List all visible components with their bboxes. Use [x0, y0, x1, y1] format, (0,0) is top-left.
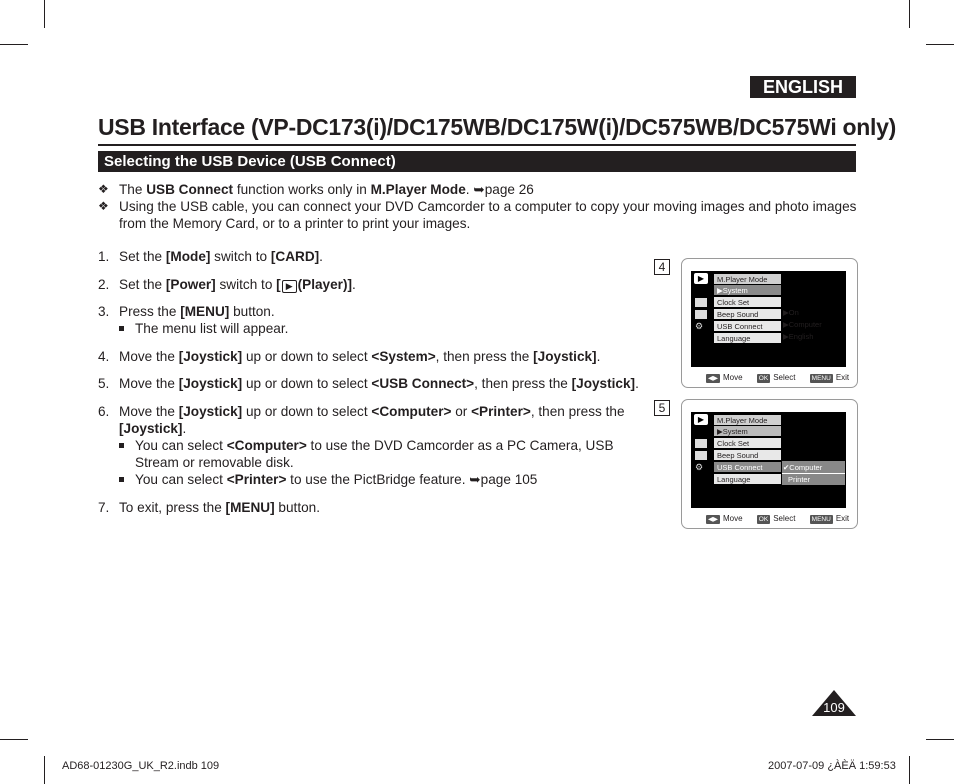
step-1: 1. Set the [Mode] switch to [CARD]. [98, 249, 323, 264]
language-badge: ENGLISH [750, 76, 856, 98]
footer-file: AD68-01230G_UK_R2.indb 109 [62, 760, 220, 772]
step-5: 5. Move the [Joystick] up or down to select <USB Connect>, then press the [Joystick]. [98, 376, 639, 391]
menu-item-language[interactable]: Language [714, 474, 781, 485]
player-mode-icon: ▶ [694, 414, 708, 425]
note-usb-cable: ❖ Using the USB cable, you can connect your DVD Camcorder to a computer to copy your moving images and photo images from the Memory Card, or to a printer to print your images. [98, 199, 857, 231]
crop-mark [926, 44, 954, 45]
step-3-note: The menu list will appear. [119, 320, 619, 337]
crop-mark [0, 739, 28, 740]
note-usb-connect: ❖ The USB Connect function works only in M.Player Mode. ➥page 26 [98, 182, 534, 197]
step-7: 7. To exit, press the [MENU] button. [98, 500, 320, 515]
crop-mark [909, 756, 910, 784]
step-6: 6. Move the [Joystick] up or down to select <Computer> or <Printer>, then press the [Joystick]. You can select <Computer> to use the DVD Camcorder as a PC Camera, USB Stream or removable disk. You can select <Printer> to use the PictBridge feature. ➥page 105 [98, 404, 625, 487]
screen-tag-4: 4 [654, 259, 670, 275]
player-icon: ▶ [282, 280, 297, 293]
option-on: ▶On [783, 308, 799, 317]
option-computer[interactable]: ✔Computer [783, 463, 823, 472]
player-mode-icon: ▶ [694, 273, 708, 284]
menu-item-language[interactable]: Language [714, 333, 781, 344]
menu-header: M.Player Mode [714, 274, 781, 285]
menu-item-clock-set[interactable]: Clock Set [714, 438, 781, 449]
step-3: 3. Press the [MENU] button. The menu list will appear. [98, 303, 643, 337]
menu-item-beep-sound[interactable]: Beep Sound [714, 450, 781, 461]
settings-icon: ⚙ [695, 462, 704, 472]
lcd-display [691, 271, 846, 367]
square-bullet-icon [119, 326, 124, 331]
lcd-screen-5 [681, 399, 858, 529]
camera-icon [695, 439, 707, 448]
square-bullet-icon [119, 477, 124, 482]
crop-mark [909, 0, 910, 28]
page-number: 109 [823, 700, 845, 715]
clapper-icon [695, 451, 707, 460]
ok-icon: OK [758, 516, 769, 523]
crop-mark [44, 756, 45, 784]
page-title: USB Interface (VP-DC173(i)/DC175WB/DC175W(i)/DC575WB/DC575Wi only) [98, 114, 896, 140]
clapper-icon [695, 310, 707, 319]
option-computer: ▶Computer [783, 320, 822, 329]
lcd-display [691, 412, 846, 508]
title-rule [98, 144, 856, 146]
crop-mark [44, 0, 45, 28]
option-panel [782, 461, 845, 485]
diamond-bullet-icon: ❖ [98, 182, 109, 196]
option-english: ▶English [783, 332, 814, 341]
menu-item-usb-connect[interactable]: USB Connect [714, 321, 781, 332]
crop-mark [0, 44, 28, 45]
menu-key-icon: MENU [811, 375, 831, 382]
menu-item-system[interactable]: ▶System [714, 426, 781, 437]
page-ref-arrow-icon: ➥ [473, 182, 485, 197]
camera-icon [695, 298, 707, 307]
step-2: 2. Set the [Power] switch to [ ▶ (Player)]. [98, 277, 356, 292]
menu-item-beep-sound[interactable]: Beep Sound [714, 309, 781, 320]
section-heading: Selecting the USB Device (USB Connect) [98, 151, 856, 172]
menu-header: M.Player Mode [714, 415, 781, 426]
step-6-note-computer: You can select <Computer> to use the DVD Camcorder as a PC Camera, USB Stream or removable disk. [119, 437, 619, 471]
settings-icon: ⚙ [695, 321, 704, 331]
ok-icon: OK [758, 375, 769, 382]
menu-key-icon: MENU [811, 516, 831, 523]
option-printer[interactable]: Printer [788, 475, 811, 484]
crop-mark [926, 739, 954, 740]
menu-item-system[interactable]: ▶System [714, 285, 781, 296]
lcd-screen-4 [681, 258, 858, 388]
joystick-icon: ◀▶ [708, 375, 718, 382]
page-number-badge [812, 690, 856, 716]
joystick-icon: ◀▶ [708, 516, 718, 523]
screen-tag-5: 5 [654, 400, 670, 416]
footer-timestamp: 2007-07-09 ¿ÀÈÄ 1:59:53 [768, 760, 896, 772]
menu-item-clock-set[interactable]: Clock Set [714, 297, 781, 308]
square-bullet-icon [119, 443, 124, 448]
menu-item-usb-connect[interactable]: USB Connect [714, 462, 781, 473]
guide-bar: ◀▶ Move OK Select MENU Exit [708, 514, 850, 523]
diamond-bullet-icon: ❖ [98, 199, 109, 213]
step-4: 4. Move the [Joystick] up or down to select <System>, then press the [Joystick]. [98, 349, 601, 364]
page-ref-arrow-icon: ➥ [469, 472, 481, 487]
step-6-note-printer: You can select <Printer> to use the PictBridge feature. ➥page 105 [119, 471, 619, 488]
guide-bar: ◀▶ Move OK Select MENU Exit [708, 373, 850, 382]
